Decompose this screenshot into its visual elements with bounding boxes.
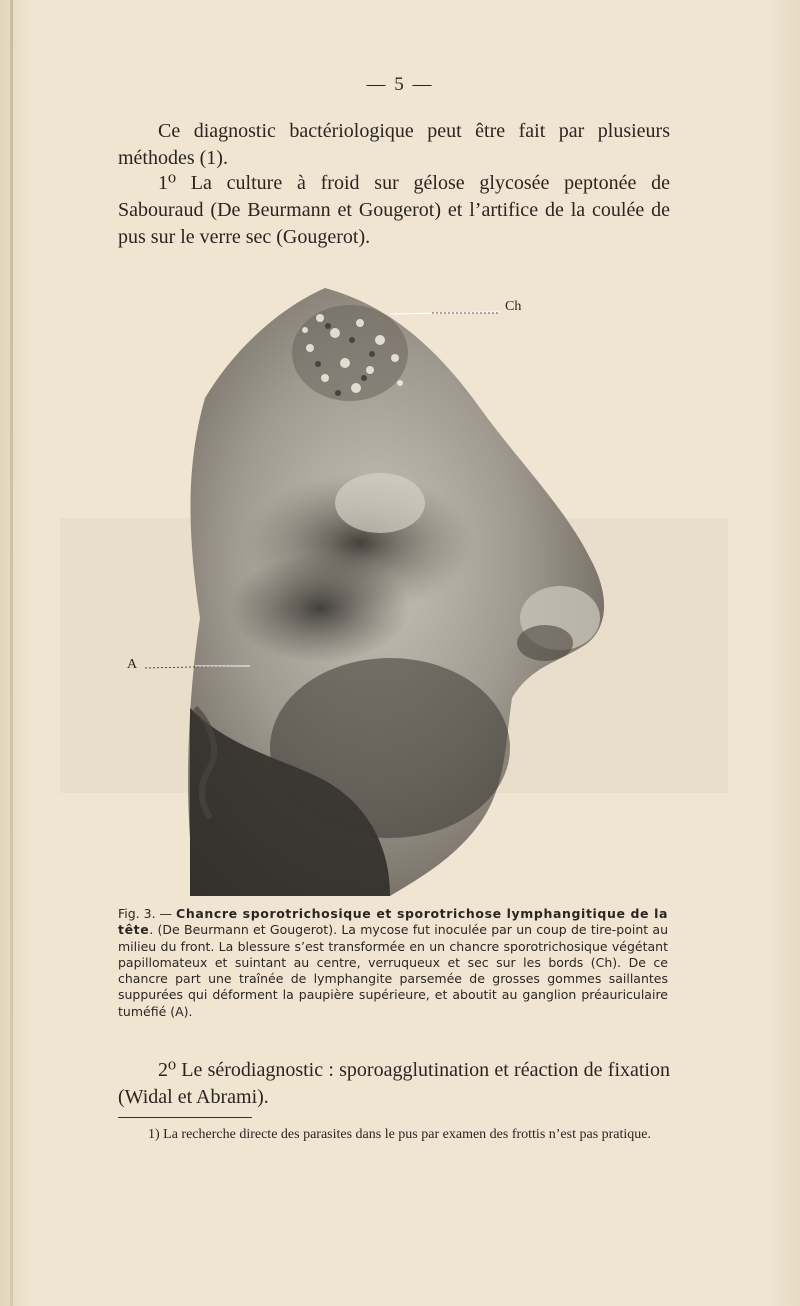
face-profile-photo bbox=[60, 278, 730, 898]
book-spine-edge bbox=[10, 0, 13, 1306]
paragraph-culture-method: 1⁰ La culture à froid sur gélose glycosée peptonée de Sabouraud (De Beurmann et Gougerot) et l’artifice de la coulée de pus sur le verre sec (Gougerot). bbox=[118, 172, 670, 248]
caption-figure-number: Fig. 3. — bbox=[118, 906, 177, 921]
caption-body: . (De Beurmann et Gougerot). La mycose fut inoculée par un coup de tire-point au milieu du front. La blessure s’est transformée en un chancre sporotrichosique végétant papillomateux et suintant au centre, verruqueux et sec sur les bords (Ch). De ce chancre part une traînée de lymphangite parsemée de grosses gommes saillantes suppurées qui déforment la paupière supérieure, et aboutit au ganglion préauriculaire tuméfié (A). bbox=[118, 922, 668, 1019]
paragraph-intro: Ce diagnostic bactériologique peut être fait par plusieurs méthodes (1). bbox=[118, 120, 670, 169]
figure-caption bbox=[118, 906, 668, 1020]
figure-photograph bbox=[60, 278, 730, 898]
caption-title: Chancre sporotrichosique et sporotrichose lymphangitique de la tête bbox=[118, 906, 668, 938]
footnote: 1) La recherche directe des parasites dans le pus par examen des frottis n’est pas pratique. bbox=[148, 1127, 652, 1142]
page-number: — 5 — bbox=[366, 74, 434, 95]
footnote-rule bbox=[118, 1117, 252, 1118]
figure-label-a: A bbox=[127, 657, 138, 672]
paragraph-serodiagnostic: 2⁰ Le sérodiagnostic : sporoagglutination et réaction de fixation (Widal et Abrami). bbox=[118, 1059, 670, 1108]
figure-label-ch: Ch bbox=[505, 299, 522, 314]
